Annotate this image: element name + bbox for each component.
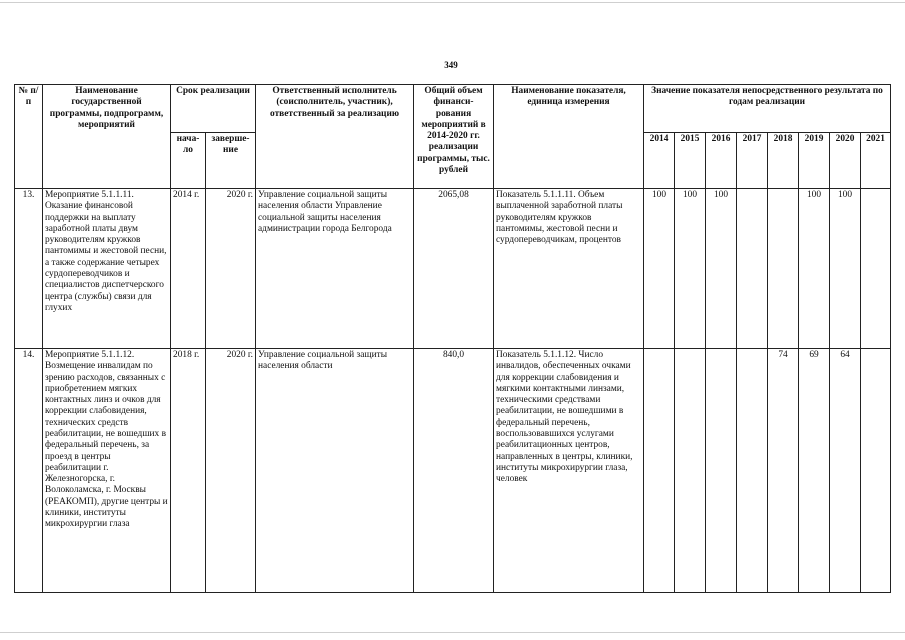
header-volume: Общий объем финанси-рования мероприятий в 2014-2020 гг. реализации программы, тыс. рублей xyxy=(414,85,494,189)
row-indicator: Показатель 5.1.1.11. Объем выплаченной заработной платы руководителям кружков пантомимы, жестовой песни и сурдопереводчикам, процентов xyxy=(494,189,644,349)
header-row-1 xyxy=(15,85,891,133)
row-value: 74 xyxy=(768,349,799,593)
header-year: 2018 xyxy=(768,133,799,189)
row-executor: Управление социальной защиты населения области Управление социальной защиты населения администрации города Белгорода xyxy=(256,189,414,349)
header-year: 2017 xyxy=(737,133,768,189)
header-year: 2019 xyxy=(799,133,830,189)
row-executor: Управление социальной защиты населения области xyxy=(256,349,414,593)
header-year: 2021 xyxy=(861,133,891,189)
row-end: 2020 г. xyxy=(206,189,256,349)
header-term-start: нача-ло xyxy=(171,133,206,189)
row-end: 2020 г. xyxy=(206,349,256,593)
row-number: 14. xyxy=(15,349,43,593)
row-value: 69 xyxy=(799,349,830,593)
row-value: 100 xyxy=(706,189,737,349)
header-year: 2015 xyxy=(675,133,706,189)
row-value: 100 xyxy=(830,189,861,349)
row-value xyxy=(644,349,675,593)
header-term-end: заверше-ние xyxy=(206,133,256,189)
row-value xyxy=(861,189,891,349)
row-volume: 2065,08 xyxy=(414,189,494,349)
row-value xyxy=(737,189,768,349)
row-value xyxy=(768,189,799,349)
header-num: № п/п xyxy=(15,85,43,189)
row-volume: 840,0 xyxy=(414,349,494,593)
table-row xyxy=(15,349,891,593)
row-indicator: Показатель 5.1.1.12. Число инвалидов, обеспеченных очками для коррекции слабовидения и мягкими контактными линзами, техническими средствами реабилитации, не вошедшими в федеральный перечень, воспользовавшихся услугами реабилитационных центров, направленных в центры, клиники, институты микрохирургии глаза, человек xyxy=(494,349,644,593)
row-value xyxy=(861,349,891,593)
row-value xyxy=(737,349,768,593)
header-term: Срок реализации xyxy=(171,85,256,133)
row-number: 13. xyxy=(15,189,43,349)
header-indicator: Наименование показателя, единица измерения xyxy=(494,85,644,189)
row-value: 100 xyxy=(644,189,675,349)
row-start: 2018 г. xyxy=(171,349,206,593)
row-value xyxy=(675,349,706,593)
row-value: 64 xyxy=(830,349,861,593)
row-value: 100 xyxy=(799,189,830,349)
page-number: 349 xyxy=(444,60,458,70)
row-value xyxy=(706,349,737,593)
header-year: 2020 xyxy=(830,133,861,189)
scan-artifact-bottom xyxy=(0,632,905,633)
header-year: 2016 xyxy=(706,133,737,189)
header-name: Наименование государственной программы, подпрограмм, мероприятий xyxy=(43,85,171,189)
row-name: Мероприятие 5.1.1.12. Возмещение инвалидам по зрению расходов, связанных с приобретением мягких контактных линз и очков для коррекции слабовидения, технических средств реабилитации, не вошедших в федеральный перечень, за проезд в центры реабилитации г. Железногорска, г. Волоколамска, г. Москвы (РЕАКОМП), другие центры и клиники, институты микрохирургии глаза xyxy=(43,349,171,593)
header-executor: Ответственный исполнитель (соисполнитель, участник), ответственный за реализацию xyxy=(256,85,414,189)
row-value: 100 xyxy=(675,189,706,349)
program-table xyxy=(14,84,891,593)
scan-artifact-top xyxy=(0,2,905,3)
header-values-title: Значение показателя непосредственного результата по годам реализации xyxy=(644,85,891,133)
row-name: Мероприятие 5.1.1.11. Оказание финансовой поддержки на выплату заработной платы двум руководителям кружков пантомимы и жестовой песни, а также содержание четырех сурдопереводчиков и специалистов диспетчерского центра (службы) связи для глухих xyxy=(43,189,171,349)
header-year: 2014 xyxy=(644,133,675,189)
table-row xyxy=(15,189,891,349)
row-start: 2014 г. xyxy=(171,189,206,349)
